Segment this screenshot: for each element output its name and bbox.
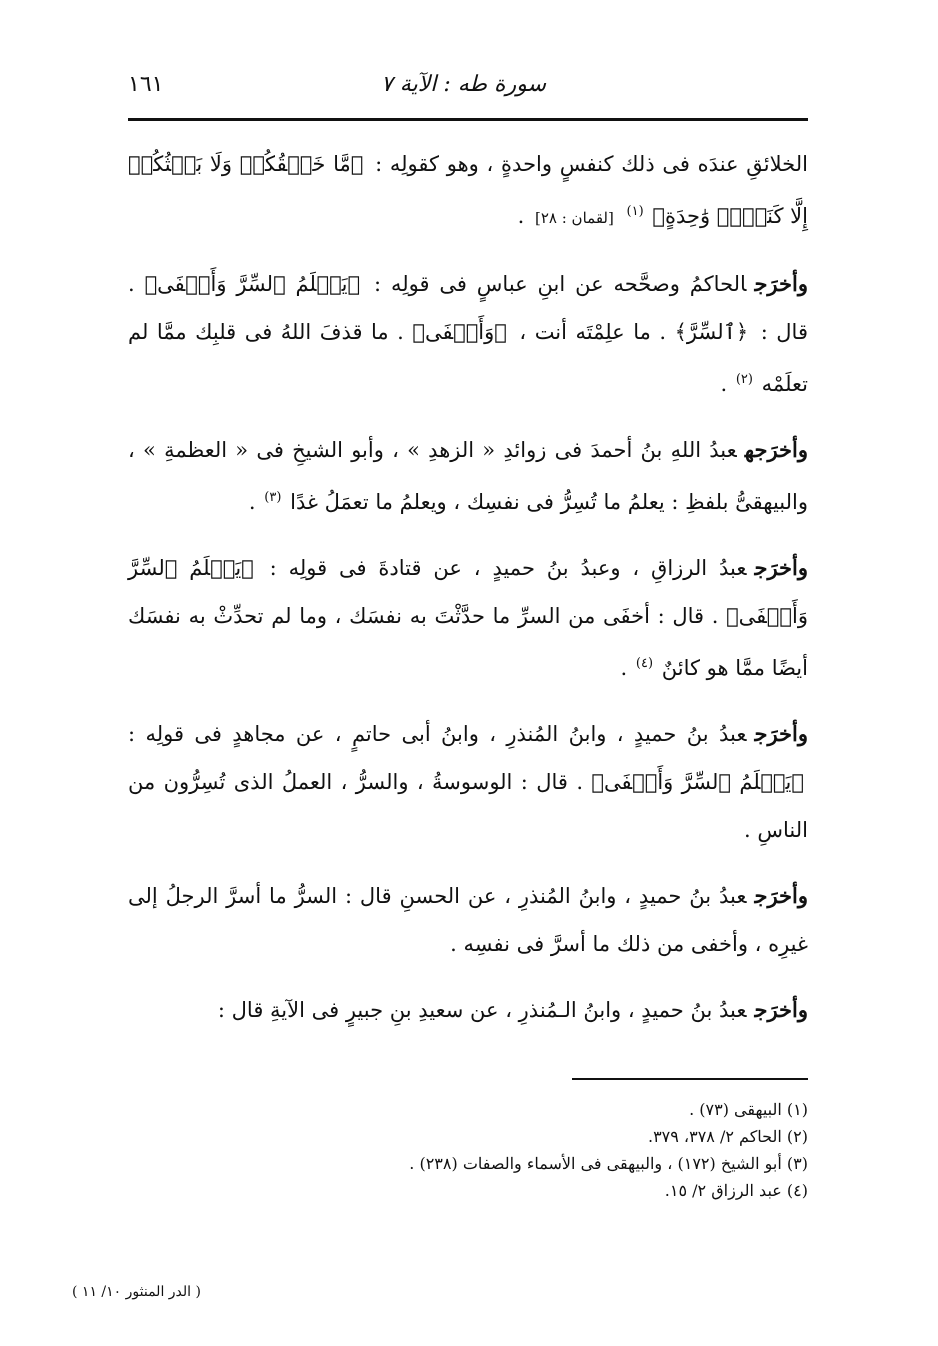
paragraph: [128, 544, 808, 692]
paragraph-text: .: [720, 372, 728, 396]
paragraph: [128, 260, 808, 408]
paragraph-text: . ما علِمْتَه أنت ،: [519, 320, 667, 344]
paragraph-text: عبدُ بنُ حميدٍ ، وابنُ المُنذرِ ، عن الحسنِ قال : السرُّ ما أسرَّ الرجلُ إلى غيرِه ، وأخفى من ذلك ما أسرَّ فى نفسِه .: [128, 884, 808, 956]
paragraph-lead-word: وأخرَج: [754, 555, 809, 580]
paragraph-text: عبدُ اللهِ بنُ أحمدَ فى زوائدِ « الزهدِ » ، وأبو الشيخِ فى « العظمةِ » ، والبيهقىُّ بلفظِ : يعلمُ ما تُسِرُّ فى نفسِك ، ويعلمُ ما تعمَلُ غدًا: [128, 438, 808, 514]
paragraph-text: عبدُ بنُ حميدٍ ، وابنُ المُنذرِ ، وابنُ أبى حاتمٍ ، عن مجاهدٍ فى قولِه :: [128, 722, 747, 746]
paragraph-lead-word: وأخرَج: [754, 883, 808, 908]
body-text: [128, 140, 808, 1052]
paragraph: [128, 426, 808, 526]
paragraph-lead-word: وأخرَج: [754, 271, 808, 296]
paragraph: [128, 986, 808, 1034]
footnote-1: (١) البيهقى (٧٣) .: [689, 1100, 808, 1119]
paragraph-text: . ما قذفَ اللهُ فى قلبِك ممَّا لم تعلَمْه: [128, 320, 808, 396]
quran-quote: ﴿وَأَخۡفَى﴾: [412, 320, 507, 344]
footnote-marker: (٣): [264, 490, 282, 505]
footnote-rule: [572, 1078, 808, 1080]
quran-quote: ﴿مَّا خَلۡقُكُمۡ وَلَا بَعۡثُكُمۡ إِلَّا كَنَفۡسٖ وَٰحِدَةٍ﴾: [128, 152, 808, 228]
footnote-marker: (٢): [735, 372, 753, 387]
paragraph-text: .: [248, 490, 256, 514]
quran-quote: ﴿يَعۡلَمُ ٱلسِّرَّ وَأَخۡفَى﴾: [591, 770, 804, 794]
paragraph-text: الحاكمُ وصحَّحه عن ابنِ عباسٍ فى قولِه :: [374, 272, 747, 296]
paragraph-lead-word: وأخرَج: [754, 721, 808, 746]
paragraph-text: . قال : الوسوسةُ ، والسرُّ ، العملُ الذى تُسِرُّون من الناسِ .: [128, 770, 808, 842]
paragraph-text: . قال :: [128, 272, 808, 344]
quran-quote: ﴿يَعۡلَمُ ٱلسِّرَّ وَأَخۡفَى﴾: [144, 272, 361, 296]
footnote-3: (٣) أبو الشيخ (١٧٢) ، والبيهقى فى الأسماء والصفات (٢٣٨) .: [409, 1154, 808, 1173]
quran-quote: ﴿ٱلسِّرَّ﴾: [674, 320, 749, 344]
paragraph-text: عبدُ الرزاقِ ، وعبدُ بنُ حميدٍ ، عن قتادةَ فى قولِه :: [269, 556, 747, 580]
footnote-marker: (١): [626, 204, 644, 219]
paragraph-text: .: [620, 656, 628, 680]
paragraph: [128, 872, 808, 968]
paragraph-lead-word: وأخرَجه: [744, 437, 808, 462]
volume-mark: ( الدر المنثور ١٠/ ١١ ): [72, 1284, 201, 1300]
paragraph: [128, 710, 808, 854]
page-number: ١٦١: [128, 72, 164, 97]
paragraph-text: الخلائقِ عندَه فى ذلك كنفسٍ واحدةٍ ، وهو كقولِه :: [375, 152, 808, 176]
paragraph-text: عبدُ بنُ حميدٍ ، وابنُ الـمُنذرِ ، عن سعيدِ بنِ جبيرٍ فى الآيةِ قال :: [217, 998, 747, 1022]
verse-reference: [لقمان : ٢٨]: [534, 209, 614, 227]
footnotes: [128, 1096, 808, 1204]
paragraph-text: . قال : أخفَى من السرِّ ما حدَّثْتَ به نفسَك ، وما لم تحدِّثْ به نفسَك أيضًا ممَّا هو كائنٌ: [128, 604, 808, 680]
footnote-2: (٢) الحاكم ٢/ ٣٧٨، ٣٧٩.: [647, 1127, 808, 1146]
header-rule: [128, 118, 808, 121]
footnote-4: (٤) عبد الرزاق ٢/ ١٥.: [664, 1181, 808, 1200]
footnote-marker: (٤): [635, 656, 654, 671]
paragraph-text: .: [517, 204, 525, 228]
paragraph: [128, 140, 808, 242]
quran-quote: ﴿يَعۡلَمُ ٱلسِّرَّ وَأَخۡفَى﴾: [128, 556, 808, 628]
running-head-title: سورة طه : الآية ٧: [380, 72, 546, 97]
paragraph-lead-word: وأخرَج: [754, 997, 808, 1022]
